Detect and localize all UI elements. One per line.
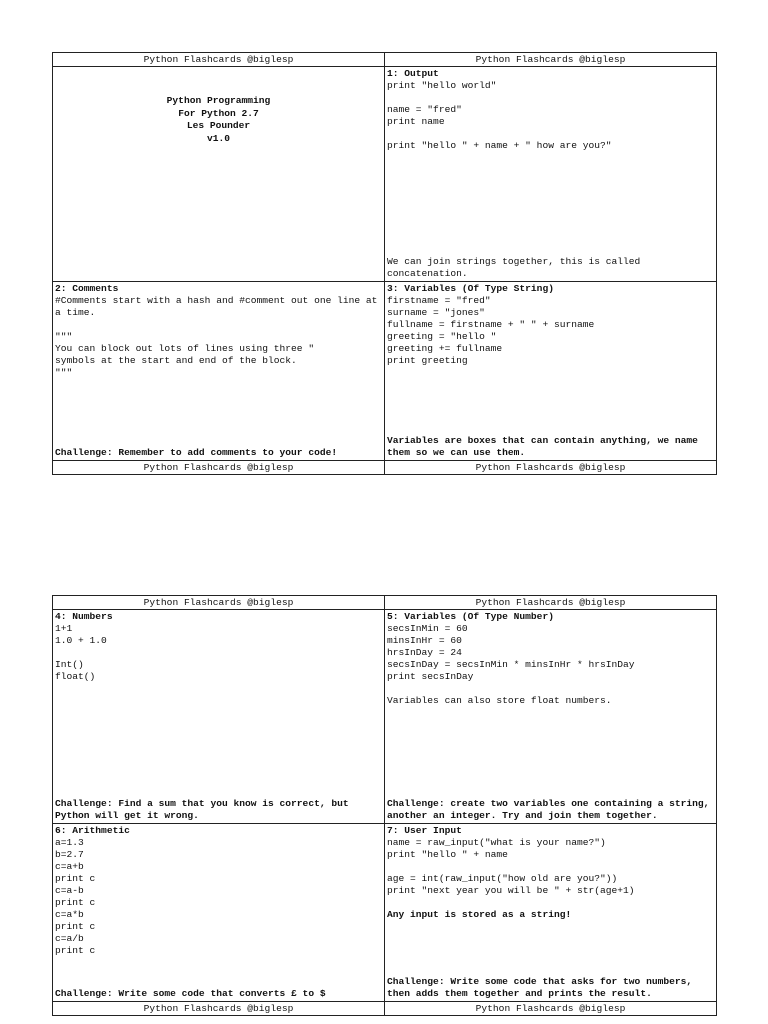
card-title: 2: Comments bbox=[55, 283, 119, 294]
cover-title: Python Programming bbox=[166, 95, 271, 106]
sheet-footer-label: Python Flashcards @biglesp bbox=[384, 461, 716, 474]
cover-version: v1.0 bbox=[206, 132, 231, 144]
card-title: 6: Arithmetic bbox=[55, 825, 130, 836]
card-title: 1: Output bbox=[387, 68, 439, 79]
flashcard-6 bbox=[53, 824, 384, 1001]
flashcard-sheet-1 bbox=[52, 52, 717, 475]
sheet-header-label: Python Flashcards @biglesp bbox=[384, 596, 716, 609]
flashcard-7 bbox=[384, 824, 716, 1001]
sheet-header-row bbox=[53, 53, 716, 67]
card-challenge: Challenge: Write some code that asks for two numbers, then adds them together and prints the result. bbox=[387, 976, 698, 999]
card-code: 1+1 1.0 + 1.0 Int() float() bbox=[55, 623, 107, 682]
card-row bbox=[53, 824, 716, 1002]
flashcard-2 bbox=[53, 282, 384, 460]
card-code: secsInMin = 60 minsInHr = 60 hrsInDay = 24 secsInDay = secsInMin * minsInHr * hrsInDay print secsInDay Variables can also store float numbers. bbox=[387, 623, 635, 706]
card-code: name = raw_input("what is your name?") print "hello " + name age = int(raw_input("how old are you?")) print "next year you will be " + str(age+1) bbox=[387, 837, 635, 896]
flashcard-3 bbox=[384, 282, 716, 460]
card-title: 3: Variables (Of Type String) bbox=[387, 283, 554, 294]
card-title: 7: User Input bbox=[387, 825, 462, 836]
cover-subtitle: For Python 2.7 bbox=[178, 107, 259, 119]
flashcard-sheet-2 bbox=[52, 595, 717, 1016]
card-code: firstname = "fred" surname = "jones" fullname = firstname + " " + surname greeting = "hello " greeting += fullname print greeting bbox=[387, 295, 595, 366]
card-row bbox=[53, 282, 716, 461]
sheet-header-label: Python Flashcards @biglesp bbox=[384, 53, 716, 66]
card-code: #Comments start with a hash and #comment out one line at a time. """ You can block out lots of lines using three " symbols at the start and end of the block. """ bbox=[55, 295, 378, 378]
card-code: a=1.3 b=2.7 c=a+b print c c=a-b print c c=a*b print c c=a/b print c bbox=[55, 837, 96, 956]
cover-card bbox=[53, 67, 384, 281]
sheet-footer-label: Python Flashcards @biglesp bbox=[384, 1002, 716, 1015]
cover-author: Les Pounder bbox=[186, 120, 251, 131]
sheet-header-row bbox=[53, 596, 716, 610]
card-challenge: Challenge: Remember to add comments to your code! bbox=[55, 447, 338, 458]
sheet-footer-row bbox=[53, 1002, 716, 1015]
flashcard-5 bbox=[384, 610, 716, 823]
card-row bbox=[53, 610, 716, 824]
flashcard-1 bbox=[384, 67, 716, 281]
card-footer: Variables are boxes that can contain anything, we name them so we can use them. bbox=[387, 435, 704, 458]
card-title: 5: Variables (Of Type Number) bbox=[387, 611, 554, 622]
sheet-footer-label: Python Flashcards @biglesp bbox=[143, 462, 294, 473]
card-title: 4: Numbers bbox=[55, 611, 113, 622]
sheet-header-label: Python Flashcards @biglesp bbox=[143, 54, 294, 65]
card-challenge: Challenge: create two variables one containing a string, another an integer. Try and join them together. bbox=[387, 798, 716, 821]
sheet-footer-label: Python Flashcards @biglesp bbox=[143, 1003, 294, 1014]
flashcard-4 bbox=[53, 610, 384, 823]
card-code: print "hello world" name = "fred" print name print "hello " + name + " how are you?" bbox=[387, 80, 612, 151]
card-note: Any input is stored as a string! bbox=[387, 909, 572, 920]
sheet-footer-row bbox=[53, 461, 716, 474]
card-row bbox=[53, 67, 716, 282]
card-challenge: Challenge: Write some code that converts £ to $ bbox=[55, 988, 326, 999]
sheet-header-label: Python Flashcards @biglesp bbox=[143, 597, 294, 608]
card-footer: We can join strings together, this is called concatenation. bbox=[387, 256, 647, 279]
card-challenge: Challenge: Find a sum that you know is correct, but Python will get it wrong. bbox=[55, 798, 355, 821]
